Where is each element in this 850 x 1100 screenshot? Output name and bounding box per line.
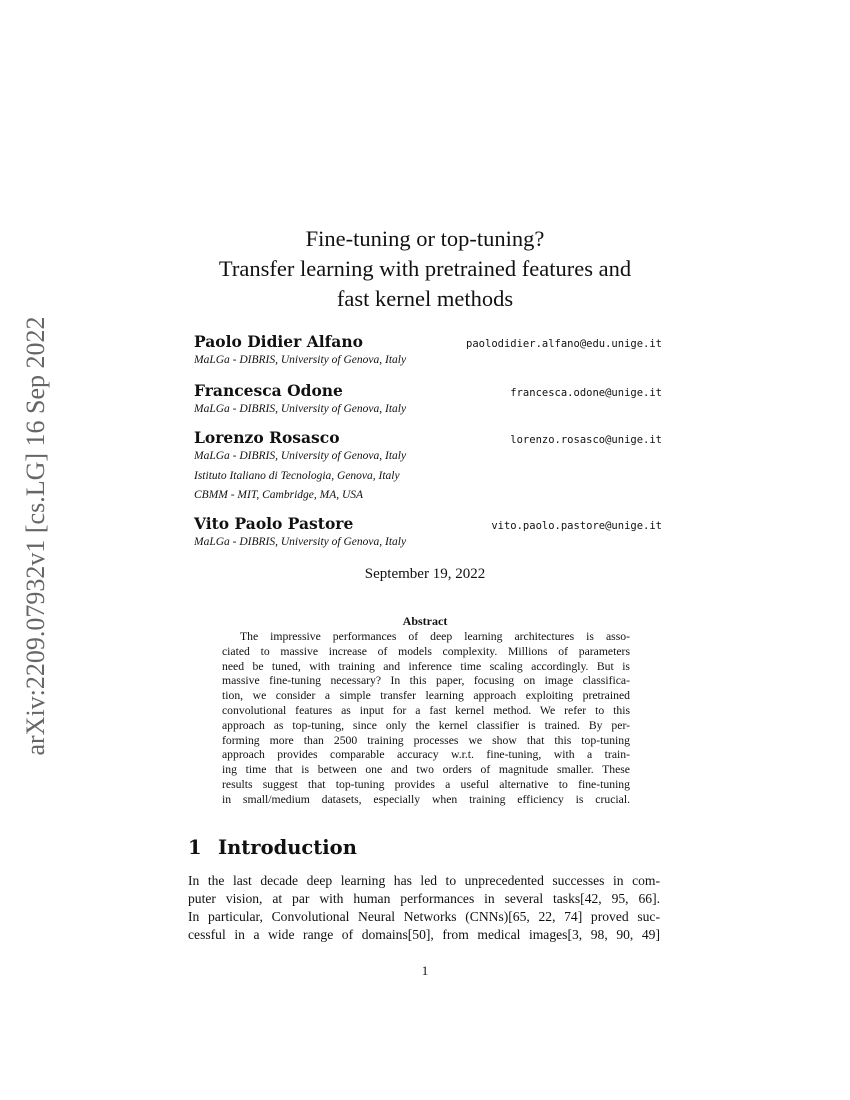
abstract-line: results suggest that top-tuning provides a useful alternative to fine-tuning (222, 777, 630, 791)
section-heading (188, 836, 357, 859)
abstract-line: need be tuned, with training and inference time scaling accordingly. But is (222, 659, 630, 673)
abstract-line: convolutional features as input for a fast kernel method. We refer to this (222, 703, 630, 717)
page-number: 1 (421, 963, 429, 978)
abstract-line: The impressive performances of deep learning architectures is asso- (240, 630, 630, 643)
title-line: Fine-tuning or top-tuning? (305, 226, 545, 251)
author-name: Lorenzo Rosasco (194, 428, 340, 447)
author-affiliation: MaLGa - DIBRIS, University of Genova, Italy (194, 354, 407, 366)
abstract-line: approach as top-tuning, since only the kernel classifier is trained. By per- (222, 718, 630, 732)
abstract-line: forming more than 2500 training processes we show that this top-tuning (222, 733, 630, 747)
author-block (194, 381, 662, 420)
paper-title (170, 224, 680, 314)
author-name: Vito Paolo Pastore (194, 514, 354, 533)
intro-paragraph (188, 872, 660, 944)
author-affiliation: MaLGa - DIBRIS, University of Genova, Italy (194, 536, 407, 548)
arxiv-identifier: arXiv:2209.07932v1 [cs.LG] 16 Sep 2022 (21, 316, 50, 756)
author-email[interactable]: francesca.odone@unige.it (510, 387, 662, 399)
author-affiliation: CBMM - MIT, Cambridge, MA, USA (194, 489, 364, 501)
intro-line: In the last decade deep learning has led to unprecedented successes in com- (188, 873, 660, 888)
section-title: Introduction (218, 836, 357, 859)
author-affiliation: MaLGa - DIBRIS, University of Genova, Italy (194, 403, 407, 415)
author-affiliation: Istituto Italiano di Tecnologia, Genova, Italy (194, 469, 400, 482)
abstract-line: massive fine-tuning necessary? In this paper, focusing on image classifica- (222, 674, 630, 688)
intro-line: cessful in a wide range of domains[50], from medical images[3, 98, 90, 49] (188, 927, 660, 942)
abstract-body (222, 630, 630, 808)
author-email[interactable]: paolodidier.alfano@edu.unige.it (466, 338, 662, 350)
abstract-line: tion, we consider a simple transfer learning approach exploiting pretrained (222, 689, 630, 703)
abstract-line: ciated to massive increase of models complexity. Millions of parameters (222, 644, 630, 658)
abstract-heading: Abstract (402, 614, 448, 628)
title-line: fast kernel methods (336, 286, 514, 311)
abstract-line: ing time that is between one and two orders of magnitude smaller. These (222, 763, 630, 777)
intro-line: In particular, Convolutional Neural Networks (CNNs)[65, 22, 74] proved suc- (188, 909, 660, 924)
abstract-line: approach provides comparable accuracy w.r.t. fine-tuning, with a train- (222, 748, 630, 762)
intro-line: puter vision, at par with human performances in several tasks[42, 95, 66]. (188, 891, 660, 906)
title-line: Transfer learning with pretrained features and (218, 256, 632, 281)
author-email[interactable]: lorenzo.rosasco@unige.it (510, 434, 662, 446)
author-name: Francesca Odone (194, 381, 343, 400)
author-affiliation: MaLGa - DIBRIS, University of Genova, Italy (194, 450, 407, 462)
publication-date: September 19, 2022 (364, 566, 486, 582)
author-email[interactable]: vito.paolo.pastore@unige.it (491, 520, 662, 532)
author-block (194, 514, 662, 553)
author-name: Paolo Didier Alfano (194, 332, 363, 351)
abstract-line: in small/medium datasets, especially when training efficiency is crucial. (222, 792, 630, 806)
section-number: 1 (188, 836, 202, 859)
author-block (194, 428, 662, 506)
author-block (194, 332, 662, 371)
